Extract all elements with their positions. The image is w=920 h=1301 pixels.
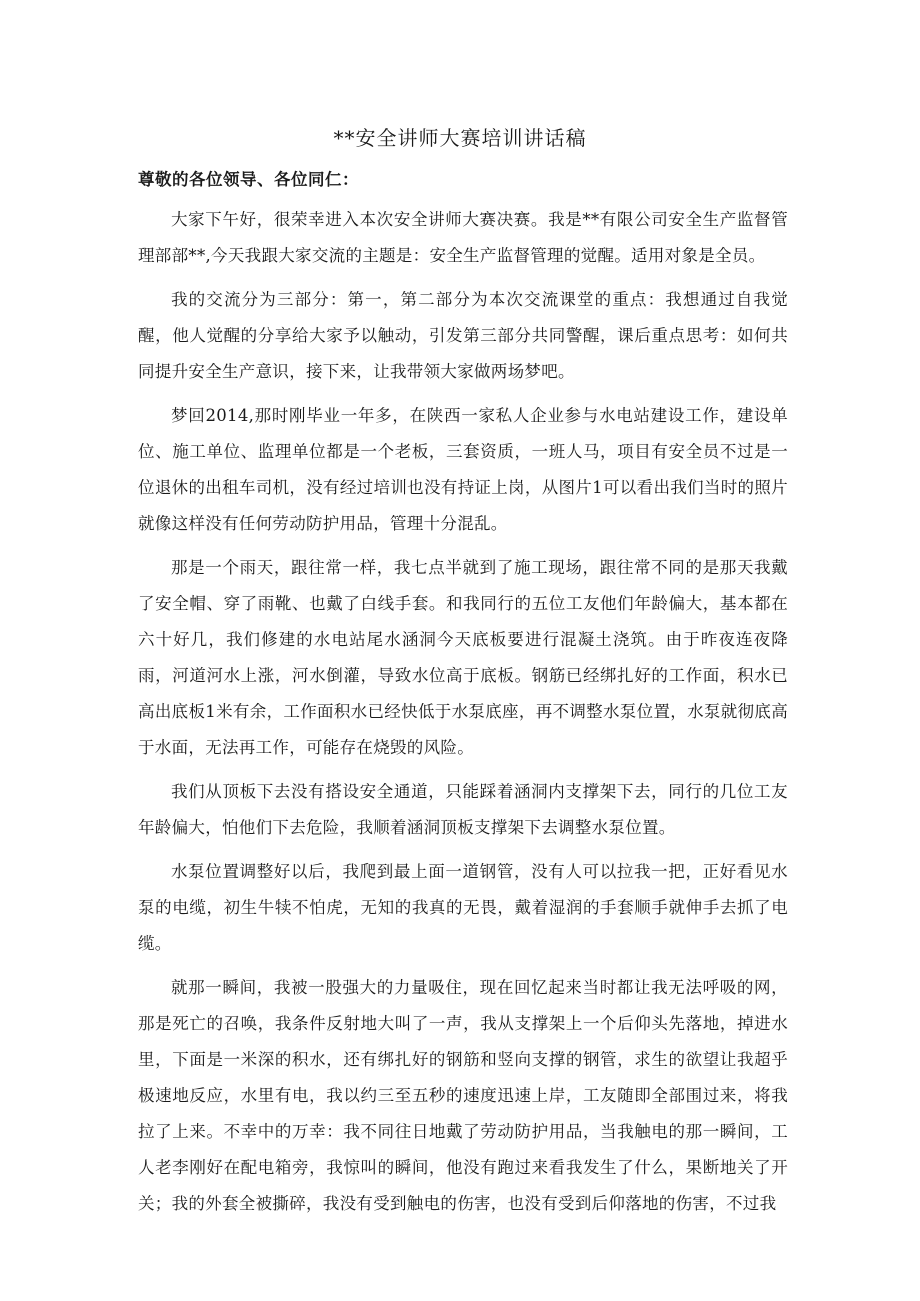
paragraph: 水泵位置调整好以后，我爬到最上面一道钢管，没有人可以拉我一把，正好看见水泵的电缆，初生牛犊不怕虎，无知的我真的无畏，戴着湿润的手套顺手就伸手去抓了电缆。 (138, 862, 788, 953)
paragraph: 梦回2014,那时刚毕业一年多，在陕西一家私人企业参与水电站建设工作，建设单位、施工单位、监理单位都是一个老板，三套资质，一班人马，项目有安全员不过是一位退休的出租车司机，没有经过培训也没有持证上岗，从图片1可以看出我们当时的照片就像这样没有任何劳动防护用品，管理十分混乱。 (138, 406, 788, 533)
paragraph: 我的交流分为三部分：第一，第二部分为本次交流课堂的重点：我想通过自我觉醒，他人觉醒的分享给大家予以触动，引发第三部分共同警醒，课后重点思考：如何共同提升安全生产意识，接下来，让我带领大家做两场梦吧。 (138, 290, 788, 381)
paragraph: 大家下午好，很荣幸进入本次安全讲师大赛决赛。我是**有限公司安全生产监督管理部部**,今天我跟大家交流的主题是：安全生产监督管理的觉醒。适用对象是全员。 (138, 210, 788, 265)
paragraph: 我们从顶板下去没有搭设安全通道，只能踩着涵洞内支撑架下去，同行的几位工友年龄偏大，怕他们下去危险，我顺着涵洞顶板支撑架下去调整水泵位置。 (138, 782, 788, 837)
salutation: 尊敬的各位领导、各位同仁： (138, 170, 359, 189)
paragraph: 那是一个雨天，跟往常一样，我七点半就到了施工现场，跟往常不同的是那天我戴了安全帽、穿了雨靴、也戴了白线手套。和我同行的五位工友他们年龄偏大，基本都在六十好几，我们修建的水电站尾水涵洞今天底板要进行混凝土浇筑。由于昨夜连夜降雨，河道河水上涨，河水倒灌，导致水位高于底板。钢筋已经绑扎好的工作面，积水已高出底板1米有余，工作面积水已经快低于水泵底座，再不调整水泵位置，水泵就彻底高于水面，无法再工作，可能存在烧毁的风险。 (138, 558, 788, 757)
document-title: **安全讲师大赛培训讲话稿 (333, 126, 587, 150)
document-body (138, 202, 788, 1230)
paragraph: 就那一瞬间，我被一股强大的力量吸住，现在回忆起来当时都让我无法呼吸的网，那是死亡的召唤，我条件反射地大叫了一声，我从支撑架上一个后仰头先落地，掉进水里，下面是一米深的积水，还有绑扎好的钢筋和竖向支撑的钢管，求生的欲望让我超乎极速地反应，水里有电，我以约三至五秒的速度迅速上岸，工友随即全部围过来，将我拉了上来。不幸中的万幸：我不同往日地戴了劳动防护用品，当我触电的那一瞬间，工人老李刚好在配电箱旁，我惊叫的瞬间，他没有跑过来看我发生了什么，果断地关了开关；我的外套全被撕碎，我没有受到触电的伤害，也没有受到后仰落地的伤害，不过我 (138, 978, 788, 1213)
